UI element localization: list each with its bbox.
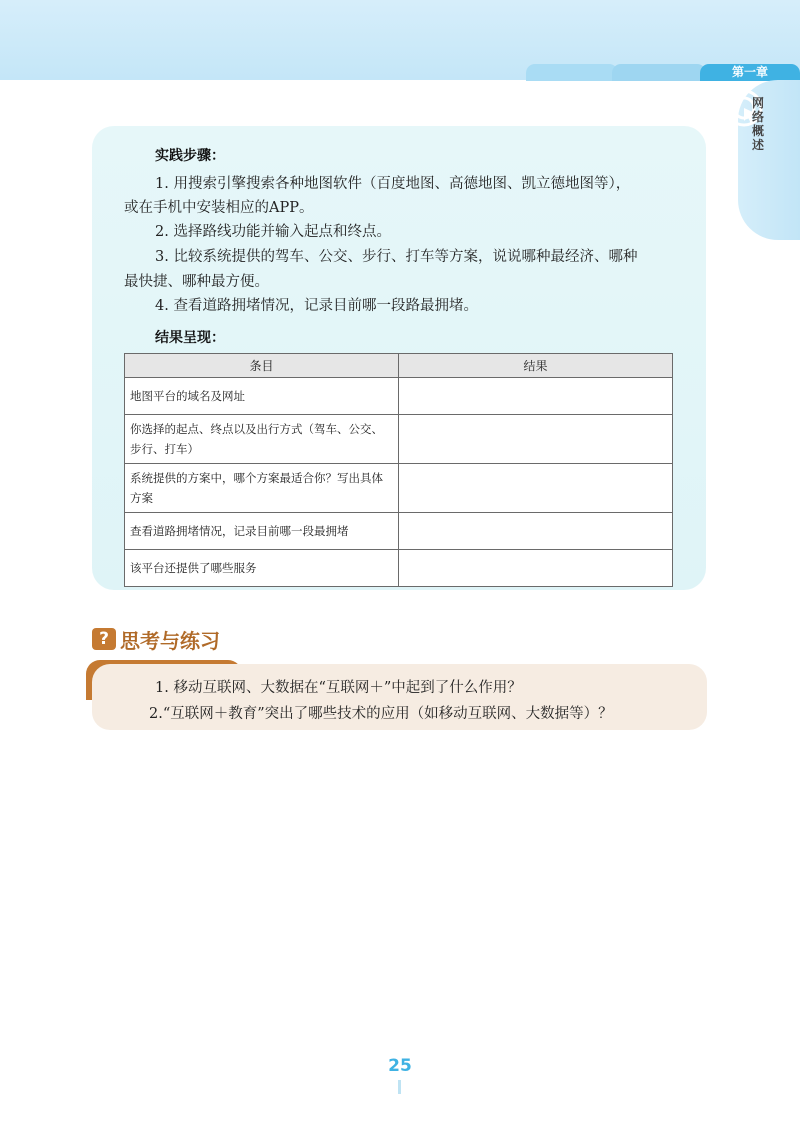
table-row [125,513,673,550]
chapter-tab: 第一章 [700,64,800,81]
table-row [125,550,673,587]
page-number-mark [398,1080,401,1094]
table-cell-result[interactable] [399,415,673,464]
table-header-row [125,354,673,378]
table-cell-result[interactable] [399,464,673,513]
exercise-question-2: 2.“互联网＋教育”突出了哪些技术的应用（如移动互联网、大数据等）？ [149,706,613,722]
exercise-question-1: 1. 移动互联网、大数据在“互联网＋”中起到了什么作用？ [155,680,522,696]
header-tab-1 [526,64,618,81]
result-table [124,353,673,587]
question-icon: ? [92,628,116,650]
table-header-result: 结果 [399,354,673,378]
table-cell-result[interactable] [399,550,673,587]
table-row [125,378,673,415]
step-1-line-1: 1. 用搜索引擎搜索各种地图软件（百度地图、高德地图、凯立德地图等）， [155,176,631,192]
table-cell-item: 查看道路拥堵情况，记录目前哪一段最拥堵 [125,513,399,550]
step-3-line-1: 3. 比较系统提供的驾车、公交、步行、打车等方案，说说哪种最经济、哪种 [155,249,638,265]
step-1-line-2: 或在手机中安装相应的APP。 [124,200,314,216]
table-row [125,464,673,513]
exercise-title: 思考与练习 [120,629,220,653]
table-cell-item: 你选择的起点、终点以及出行方式（驾车、公交、步行、打车） [125,415,399,464]
table-cell-result[interactable] [399,378,673,415]
table-cell-result[interactable] [399,513,673,550]
step-4-line-1: 4. 查看道路拥堵情况，记录目前哪一段路最拥堵。 [155,298,478,314]
steps-title: 实践步骤： [155,148,225,164]
table-cell-item: 地图平台的域名及网址 [125,378,399,415]
page-number: 25 [388,1056,412,1076]
step-3-line-2: 最快捷、哪种最方便。 [124,274,269,290]
table-cell-item: 该平台还提供了哪些服务 [125,550,399,587]
table-header-item: 条目 [125,354,399,378]
table-row [125,415,673,464]
header-tab-2 [612,64,706,81]
side-section-label: 网络概述 [751,96,764,152]
step-2-line-1: 2. 选择路线功能并输入起点和终点。 [155,224,391,240]
result-title: 结果呈现： [155,330,225,346]
table-cell-item: 系统提供的方案中，哪个方案最适合你？写出具体方案 [125,464,399,513]
